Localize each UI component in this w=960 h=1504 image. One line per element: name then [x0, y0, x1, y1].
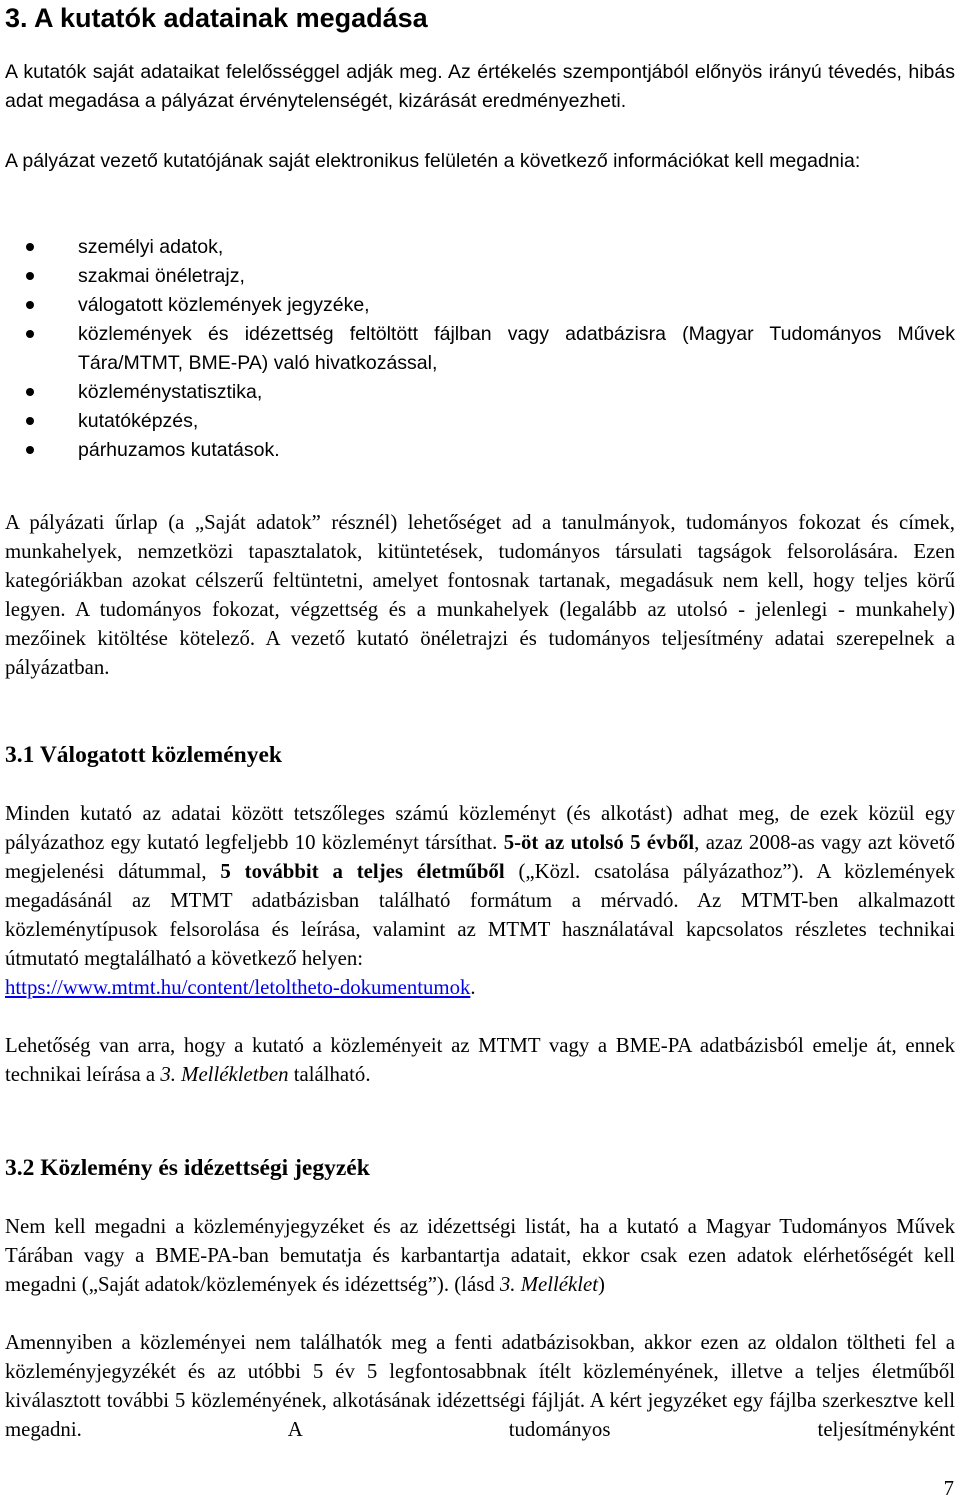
- intro-paragraph: A kutatók saját adataikat felelősséggel adják meg. Az értékelés szempontjából előnyös irányú tévedés, hibás adat megadása a pályázat érvénytelenségét, kizárását eredményezheti.: [5, 61, 955, 112]
- last-five-years-emphasis: 5-öt az utolsó 5 évből: [503, 831, 695, 854]
- bullet-icon: [26, 301, 34, 309]
- bullet-icon: [26, 243, 34, 251]
- list-item: válogatott közlemények jegyzéke,: [5, 291, 955, 320]
- bullet-icon: [26, 446, 34, 454]
- list-item: párhuzamos kutatások.: [5, 436, 955, 465]
- page-number: 7: [943, 1477, 954, 1500]
- appendix-reference: 3. Mellékletben: [160, 1063, 289, 1086]
- list-item: közlemények és idézettség feltöltött fájlban vagy adatbázisra (Magyar Tudományos Művek Tára/MTMT, BME-PA) való hivatkozással,: [5, 320, 955, 378]
- selected-publications-paragraph: Minden kutató az adatai között tetszőleges számú közleményt (és alkotást) adhat meg, de ezek közül egy pályázathoz egy kutató legfeljebb 10 közleményt társíthat. 5-öt az utolsó 5 évből, azaz 2008-as vagy azt követő megjelenési dátummal, 5 továbbit a teljes életműből („Közl. csatolása pályázathoz”). A közlemények megadásánál az MTMT adatbázisban található formátum a mérvadó. Az MTMT-ben alkalmazott közleménytípusok felsorolása és leírása, valamint az MTMT használatával kapcsolatos részletes technikai útmutató megtalálható a következő helyen: https://www.mtmt.hu/content/letoltheto-dokumentumok.: [5, 802, 956, 999]
- list-item: szakmai önéletrajz,: [5, 262, 955, 291]
- citation-list-paragraph: Nem kell megadni a közleményjegyzéket és az idézettségi listát, ha a kutató a Magyar Tudományos Művek Tárában vagy a BME-PA-ban bemutatja és karbantartja adatait, ekkor csak ezen adatok elérhetőségét kell megadni („Saját adatok/közlemények és idézettség”). (lásd 3. Melléklet): [5, 1215, 955, 1296]
- subsection-title-selected-publications: 3.1 Válogatott közlemények: [5, 742, 282, 768]
- form-paragraph: A pályázati űrlap (a „Saját adatok” résznél) lehetőséget ad a tanulmányok, tudományos fokozat és címek, munkahelyek, nemzetközi tapasztalatok, kitüntetések, tudományos társulati tagságok felsorolására. Ezen kategóriákban azokat célszerű feltüntetni, amelyet fontosnak tartanak, megadásuk nem kell, hogy teljes körű legyen. A tudományos fokozat, végzettség és a munkahelyek (legalább az utolsó - jelenlegi - munkahely) mezőinek kitöltése kötelező. A vezető kutató önéletrajzi és tudományos teljesítmény adatai szerepelnek a pályázatban.: [5, 511, 955, 679]
- bullet-icon: [26, 388, 34, 396]
- appendix-reference: 3. Melléklet: [499, 1273, 599, 1296]
- list-item: személyi adatok,: [5, 233, 955, 262]
- required-info-list: [5, 233, 955, 465]
- electronic-intro-paragraph: A pályázat vezető kutatójának saját elektronikus felületén a következő információkat kell megadnia:: [5, 150, 861, 172]
- mtmt-import-paragraph: Lehetőség van arra, hogy a kutató a közleményeit az MTMT vagy a BME-PA adatbázisból emelje át, ennek technikai leírása a 3. Mellékletben található.: [5, 1034, 955, 1086]
- mtmt-documents-link[interactable]: https://www.mtmt.hu/content/letoltheto-dokumentumok: [5, 976, 471, 999]
- upload-paragraph: Amennyiben a közleményei nem találhatók meg a fenti adatbázisokban, akkor ezen az oldalon töltheti fel a közleményjegyzékét és az utóbbi 5 év 5 legfontosabbnak ítélt közleményének, illetve a teljes életműből kiválasztott további 5 közleményének, alkotásának idézettségi fájlját. A kért jegyzéket egy fájlba szerkesztve kell megadni. A tudományos teljesítményként: [5, 1331, 955, 1441]
- list-item: kutatóképzés,: [5, 407, 955, 436]
- bullet-icon: [26, 272, 34, 280]
- subsection-title-citation-list: 3.2 Közlemény és idézettségi jegyzék: [5, 1155, 370, 1181]
- section-title: 3. A kutatók adatainak megadása: [5, 3, 428, 33]
- bullet-icon: [26, 417, 34, 425]
- list-item: közleménystatisztika,: [5, 378, 955, 407]
- lifetime-work-emphasis: 5 továbbit a teljes életműből: [220, 860, 505, 883]
- bullet-icon: [26, 330, 34, 338]
